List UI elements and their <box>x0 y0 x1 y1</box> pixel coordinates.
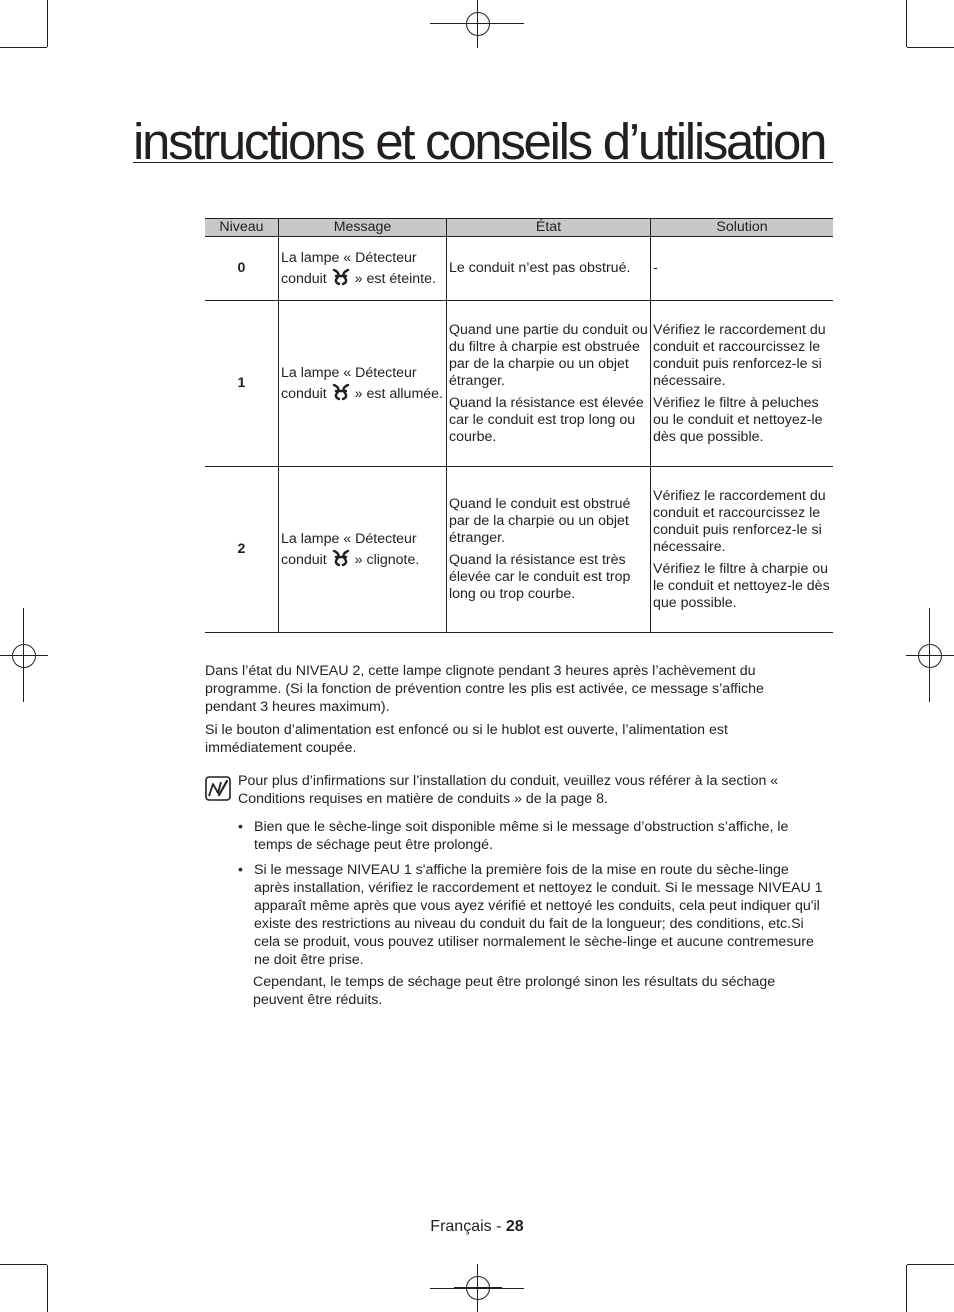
crop-mark <box>906 0 907 47</box>
message-text: La lampe « Détecteur conduit <box>281 364 417 402</box>
state-text: Quand la résistance est élevée car le conduit est trop long ou courbe. <box>449 394 644 445</box>
bullet-dot: • <box>238 819 243 835</box>
message-text: La lampe « Détecteur conduit <box>281 249 417 287</box>
page-number: 28 <box>505 1218 524 1235</box>
crop-mark <box>47 1265 48 1312</box>
table-header-row <box>205 219 833 237</box>
state-text: Quand une partie du conduit ou du filtre à charpie est obstruée par de la charpie ou un objet étranger. <box>449 321 648 389</box>
message-text: » est éteinte. <box>354 270 436 287</box>
footer-language: Français <box>430 1218 492 1235</box>
crop-mark <box>929 608 930 702</box>
note-text: Pour plus d’infirmations sur l’installation du conduit, veuillez vous référer à la section « Conditions requises en matière de conduits » de la page 8. <box>238 773 779 807</box>
crop-mark <box>430 23 524 24</box>
level-cell: 2 <box>205 467 279 633</box>
note-icon <box>205 776 231 801</box>
column-header-solution: Solution <box>651 219 834 237</box>
duct-sensor-table <box>205 218 833 633</box>
crop-mark <box>0 47 47 48</box>
solution-text: Vérifiez le raccordement du conduit et raccourcissez le conduit puis renforcez-le si nécessaire. <box>653 487 826 555</box>
table-row <box>205 467 833 633</box>
page-title: instructions et conseils d’utilisation <box>133 112 833 163</box>
message-text: La lampe « Détecteur conduit <box>281 530 417 568</box>
message-cell <box>279 237 447 301</box>
crop-mark <box>907 1264 954 1265</box>
registration-mark-right <box>906 632 954 680</box>
column-header-level: Niveau <box>205 219 279 237</box>
table-row <box>205 237 833 301</box>
crop-mark <box>907 47 954 48</box>
crop-mark <box>430 1288 524 1289</box>
registration-mark-left <box>0 632 48 680</box>
duct-sensor-icon <box>331 267 351 287</box>
message-text: » clignote. <box>354 551 420 568</box>
list-item-text: Bien que le sèche-linge soit disponible même si le message d’obstruction s’affiche, le temps de séchage peut être prolongé. <box>254 819 789 853</box>
crop-mark <box>23 608 24 702</box>
paragraph: Si le bouton d’alimentation est enfoncé ou si le hublot est ouverte, l’alimentation est immédiatement coupée. <box>205 722 728 756</box>
table-row <box>205 301 833 467</box>
crop-mark <box>0 1264 47 1265</box>
paragraph: Dans l’état du NIVEAU 2, cette lampe clignote pendant 3 heures après l’achèvement du programme. (Si la fonction de prévention contre les plis est activée, ce message s’affiche pendant 3 heures maximum). <box>205 663 764 715</box>
solution-cell <box>651 467 834 633</box>
list-item-continuation: Cependant, le temps de séchage peut être prolongé sinon les résultats du séchage peuvent être réduits. <box>253 974 776 1008</box>
state-cell <box>447 467 651 633</box>
list-item <box>238 818 828 854</box>
solution-cell <box>651 237 834 301</box>
bullet-dot: • <box>238 862 243 878</box>
registration-mark-top <box>454 0 502 48</box>
state-cell <box>447 237 651 301</box>
solution-text: - <box>653 260 658 276</box>
state-text: Quand la résistance est très élevée car le conduit est trop long ou trop courbe. <box>449 552 631 602</box>
list-item <box>238 861 828 969</box>
solution-text: Vérifiez le raccordement du conduit et raccourcissez le conduit puis renforcez-le si nécessaire. <box>653 321 826 389</box>
crop-mark <box>906 1265 907 1312</box>
message-text: » est allumée. <box>354 385 443 402</box>
list-item-text: Si le message NIVEAU 1 s'affiche la première fois de la mise en route du sèche-linge après installation, vérifiez le raccordement et nettoyez le conduit. Si le message NIVEAU 1 apparaît même après que vous ayez vérifié et nettoyé les conduits, cela peut indiquer qu'il existe des restrictions au niveau du conduit du fait de la longueur; des conditions, etc.Si cela se produit, vous pouvez utiliser normalement le sèche-linge et aucune contremesure ne doit être prise. <box>254 862 823 968</box>
solution-text: Vérifiez le filtre à peluches ou le conduit et nettoyez-le dès que possible. <box>653 394 823 445</box>
message-cell <box>279 301 447 467</box>
level-cell: 0 <box>205 237 279 301</box>
column-header-message: Message <box>279 219 447 237</box>
state-text: Le conduit n’est pas obstrué. <box>449 260 631 276</box>
crop-mark <box>47 0 48 47</box>
level-cell: 1 <box>205 301 279 467</box>
footer-separator: - <box>496 1218 502 1235</box>
solution-text: Vérifiez le filtre à charpie ou le conduit et nettoyez-le dès que possible. <box>653 560 830 611</box>
solution-cell <box>651 301 834 467</box>
page-footer <box>0 1218 954 1236</box>
state-text: Quand le conduit est obstrué par de la charpie ou un objet étranger. <box>449 496 631 546</box>
message-cell <box>279 467 447 633</box>
duct-sensor-icon <box>331 548 351 568</box>
state-cell <box>447 301 651 467</box>
duct-sensor-icon <box>331 382 351 402</box>
column-header-state: État <box>447 219 651 237</box>
